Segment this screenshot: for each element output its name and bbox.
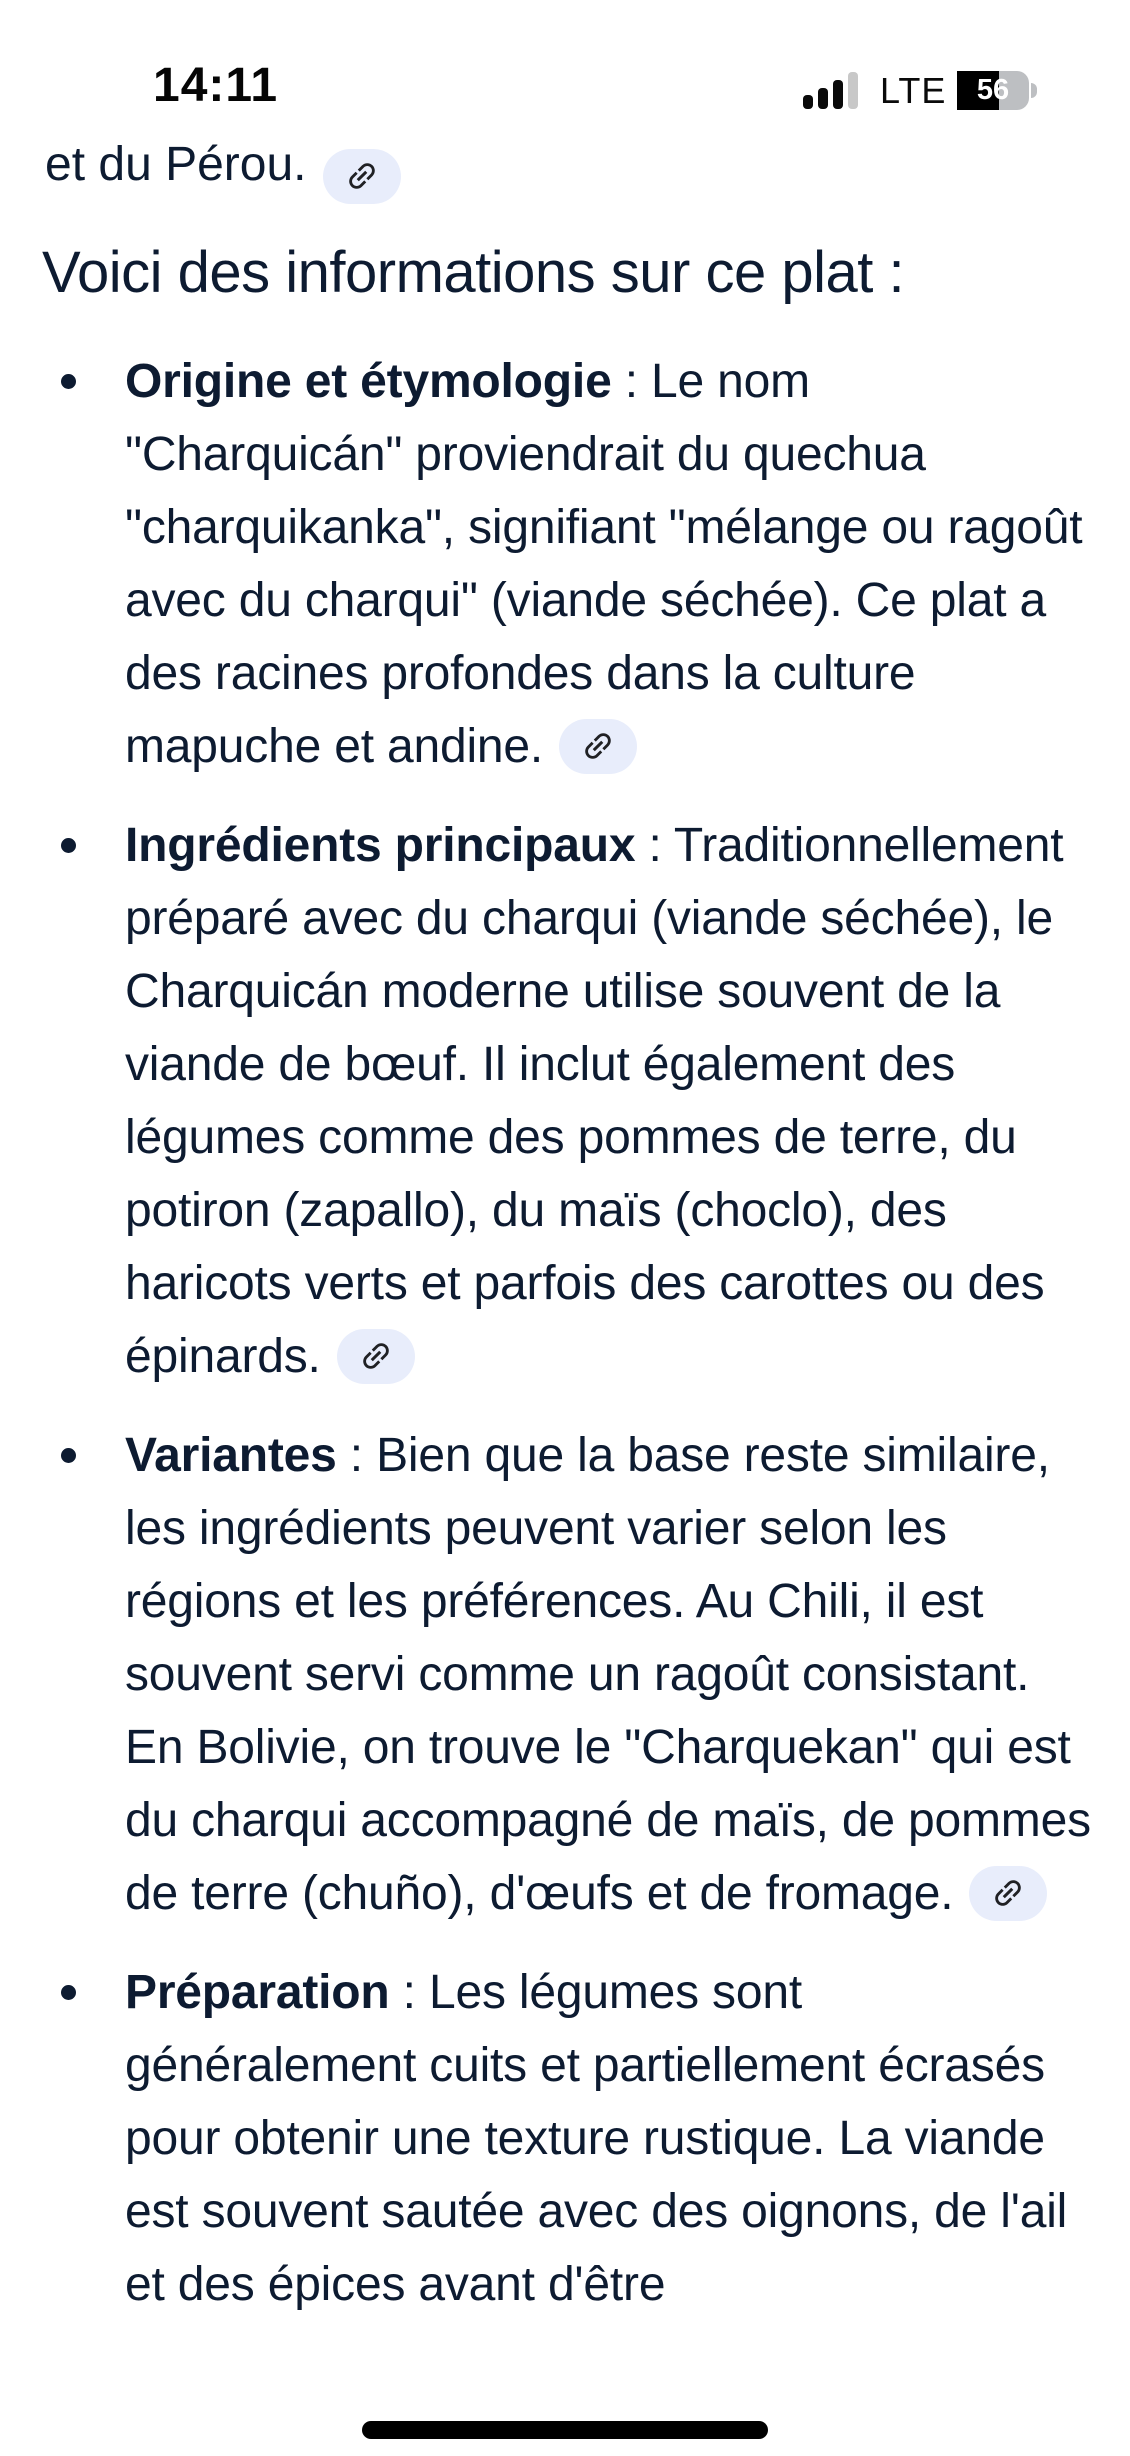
list-item xyxy=(125,809,1092,1393)
link-icon xyxy=(336,151,387,202)
item-text: : Les légumes sont généralement cuits et partiellement écrasés pour obtenir une texture rustique. La viande est souvent sautée avec des oignons, de l'ail et des épices avant d'être xyxy=(125,1966,1068,2311)
item-text: : Traditionnellement préparé avec du charqui (viande séchée), le Charquicán moderne utilise souvent de la viande de bœuf. Il inclut également des légumes comme des pommes de terre, du potiron (zapallo), du maïs (choclo), des haricots verts et parfois des carottes ou des épinards. xyxy=(125,819,1064,1383)
item-text: : Bien que la base reste similaire, les ingrédients peuvent varier selon les régions et les préférences. Au Chili, il est souvent servi comme un ragoût consistant. En Bolivie, on trouve le "Charquekan" qui est du charqui accompagné de maïs, de pommes de terre (chuño), d'œufs et de fromage. xyxy=(125,1429,1091,1920)
link-icon xyxy=(350,1331,401,1382)
item-label: Préparation xyxy=(125,1966,390,2019)
citation-chip[interactable] xyxy=(337,1329,415,1384)
item-label: Origine et étymologie xyxy=(125,355,612,408)
link-icon xyxy=(573,721,624,772)
section-heading: Voici des informations sur ce plat : xyxy=(42,240,905,305)
bullet-dot xyxy=(61,1985,76,2000)
item-text: : Le nom "Charquicán" proviendrait du quechua "charquikanka", signifiant "mélange ou ragoût avec du charqui" (viande séchée). Ce plat a des racines profondes dans la culture mapuche et andine. xyxy=(125,355,1083,773)
link-icon xyxy=(983,1868,1034,1919)
clipped-text: et du Pérou. xyxy=(45,138,307,191)
citation-chip[interactable] xyxy=(559,719,637,774)
list-item xyxy=(125,1419,1092,1930)
list-item xyxy=(125,1956,1092,2321)
clock: 14:11 xyxy=(153,59,279,112)
home-indicator[interactable] xyxy=(362,2421,768,2439)
citation-chip[interactable] xyxy=(323,149,401,204)
network-type-label: LTE xyxy=(880,70,947,111)
battery-nub xyxy=(1031,83,1037,98)
signal-bars-icon xyxy=(803,72,861,109)
bullet-dot xyxy=(61,1448,76,1463)
item-label: Variantes xyxy=(125,1429,337,1482)
battery-icon xyxy=(957,71,1037,110)
response-content xyxy=(0,110,1130,2347)
bullet-list xyxy=(0,345,1130,2321)
item-label: Ingrédients principaux xyxy=(125,819,636,872)
bullet-dot xyxy=(61,838,76,853)
clipped-previous-line xyxy=(0,128,1130,191)
list-item xyxy=(125,345,1092,783)
bullet-dot xyxy=(61,374,76,389)
status-bar xyxy=(0,0,1130,110)
battery-percent: 56 xyxy=(976,74,1010,106)
citation-chip[interactable] xyxy=(969,1866,1047,1921)
